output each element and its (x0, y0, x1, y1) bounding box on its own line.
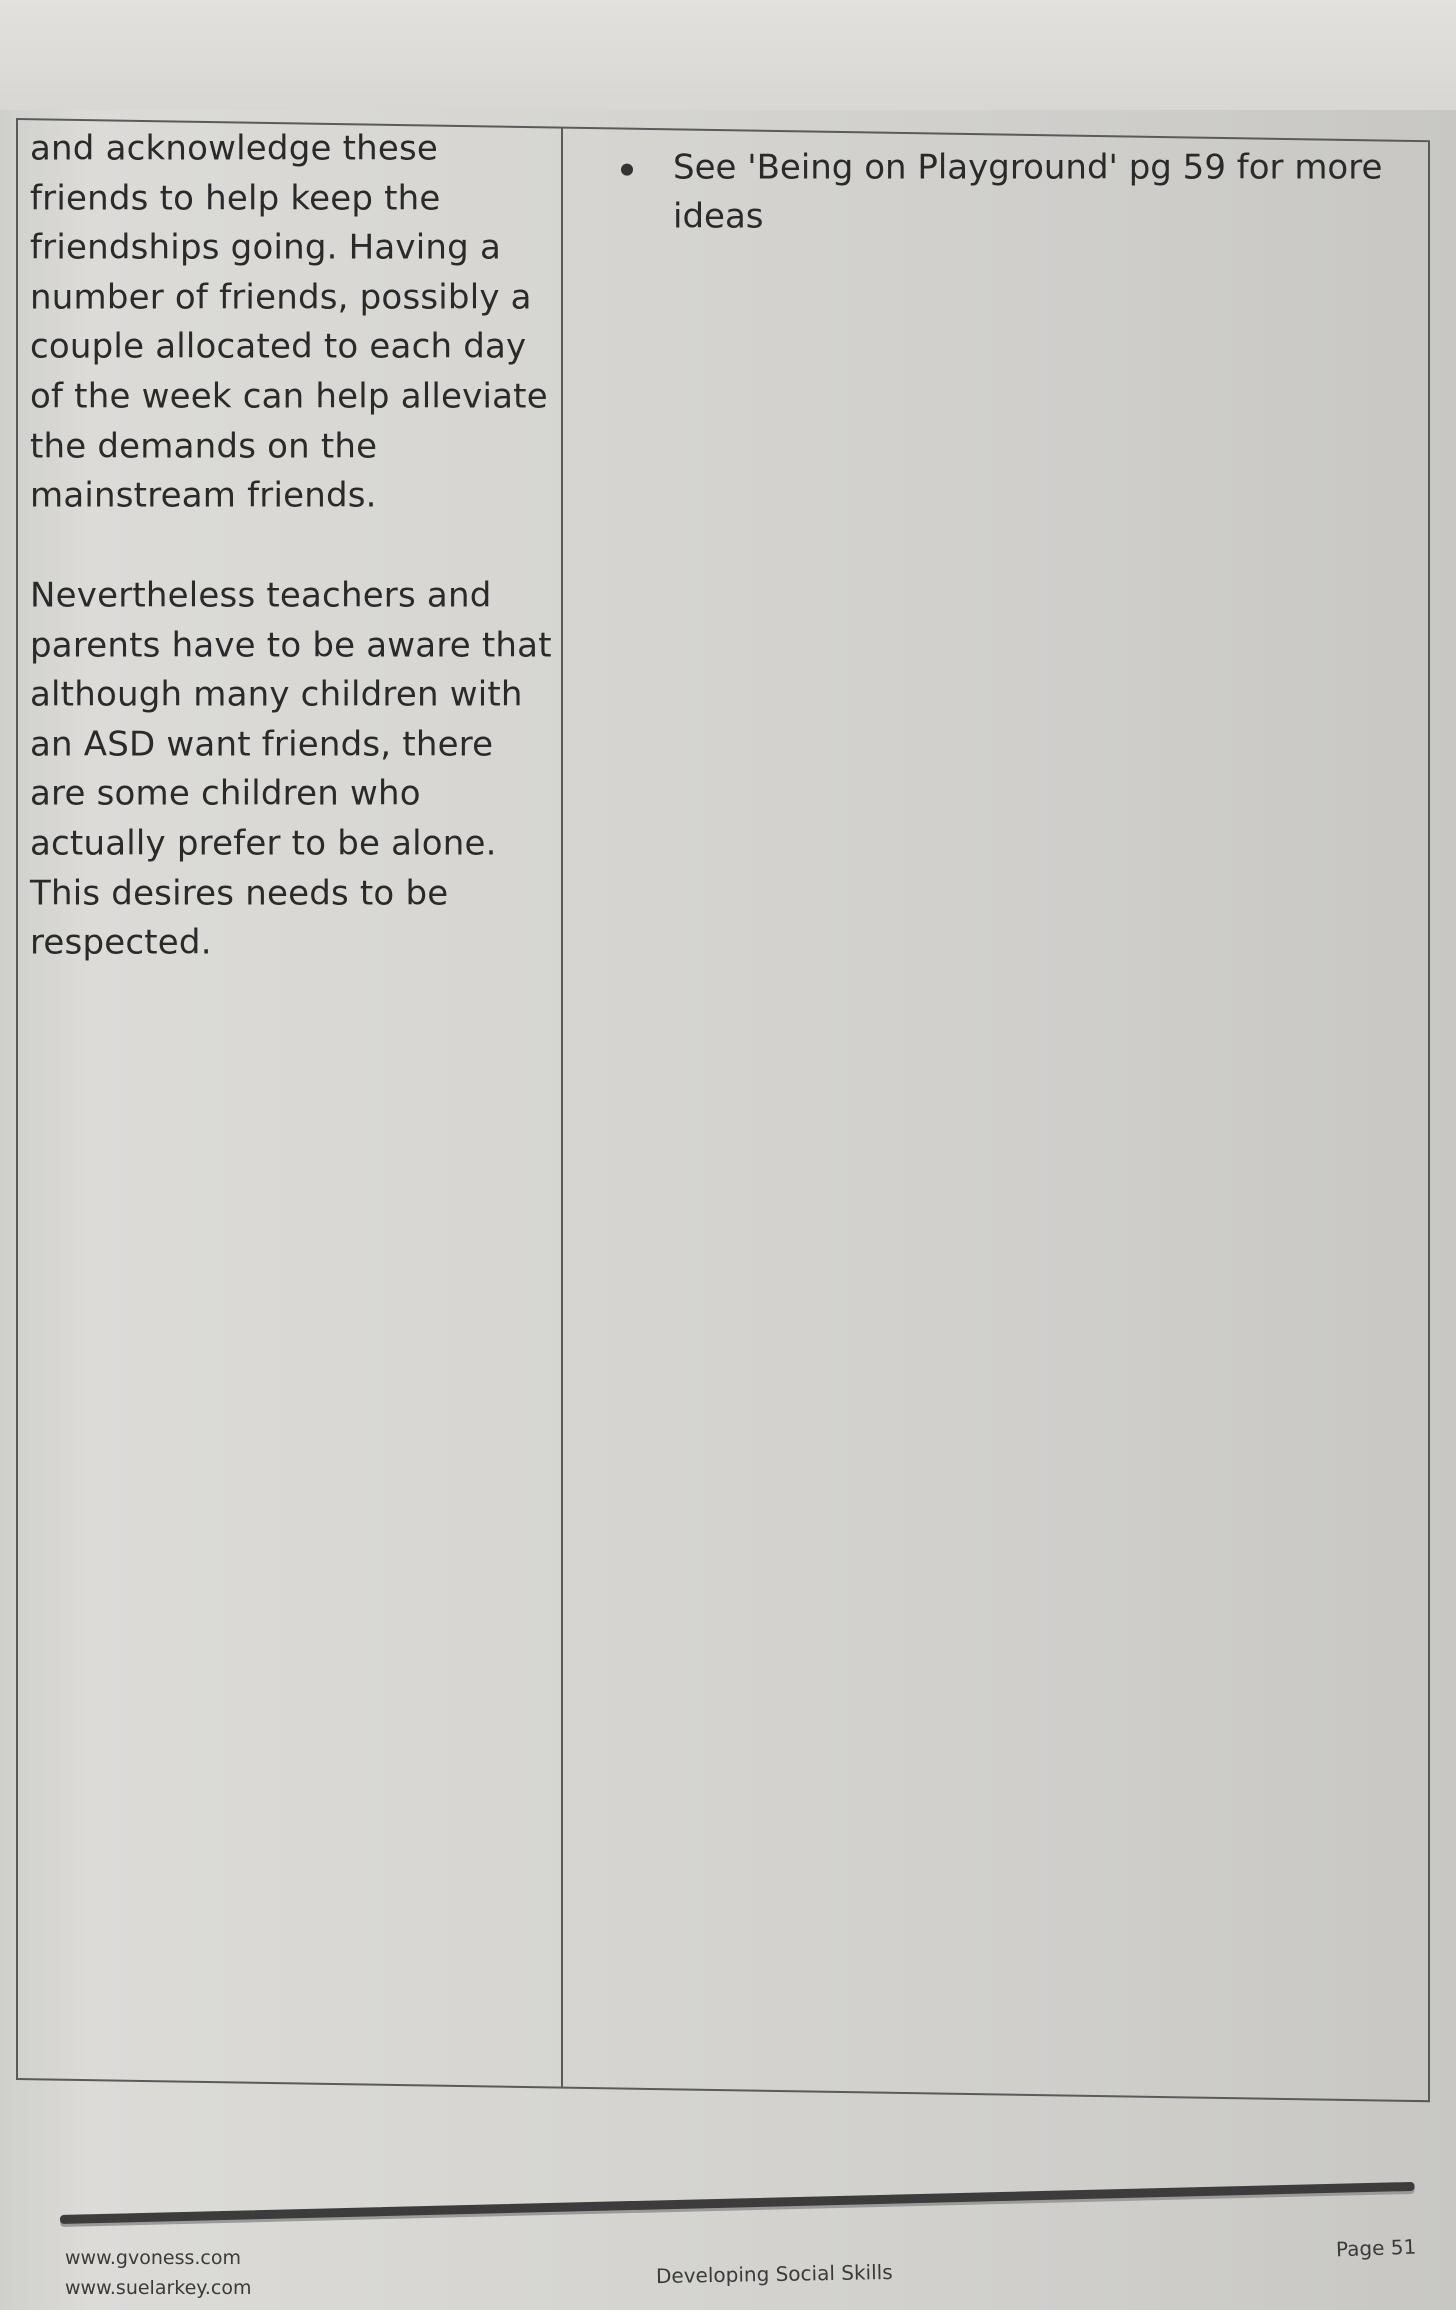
table-left-column (18, 120, 563, 2087)
content-table (16, 118, 1430, 2102)
left-paragraph-1: and acknowledge these friends to help keep the friendships going. Having a number of friends, possibly a couple allocated to each day of the week can help alleviate the demands on the mainstream friends. (30, 128, 548, 516)
footer-divider (60, 2182, 1415, 2224)
footer-links (65, 2243, 251, 2303)
bullet-item (613, 144, 1408, 242)
bullet-list (613, 144, 1408, 242)
footer-link-suelarkey: www.suelarkey.com (65, 2277, 252, 2299)
footer-book-title: Developing Social Skills (655, 2259, 893, 2289)
page-top-margin (0, 0, 1456, 110)
footer-link-gvoness: www.gvoness.com (65, 2247, 241, 2269)
table-right-column (563, 129, 1428, 2101)
left-paragraph-2: Nevertheless teachers and parents have to be aware that although many children with an ASD want friends, there are some children who actually prefer to be alone. This desires needs to be respected. (30, 575, 552, 963)
page-number: Page 51 (1335, 2234, 1417, 2262)
bullet-text: See 'Being on Playground' pg 59 for more ideas (673, 147, 1383, 237)
bullet-dot-icon (621, 164, 633, 176)
